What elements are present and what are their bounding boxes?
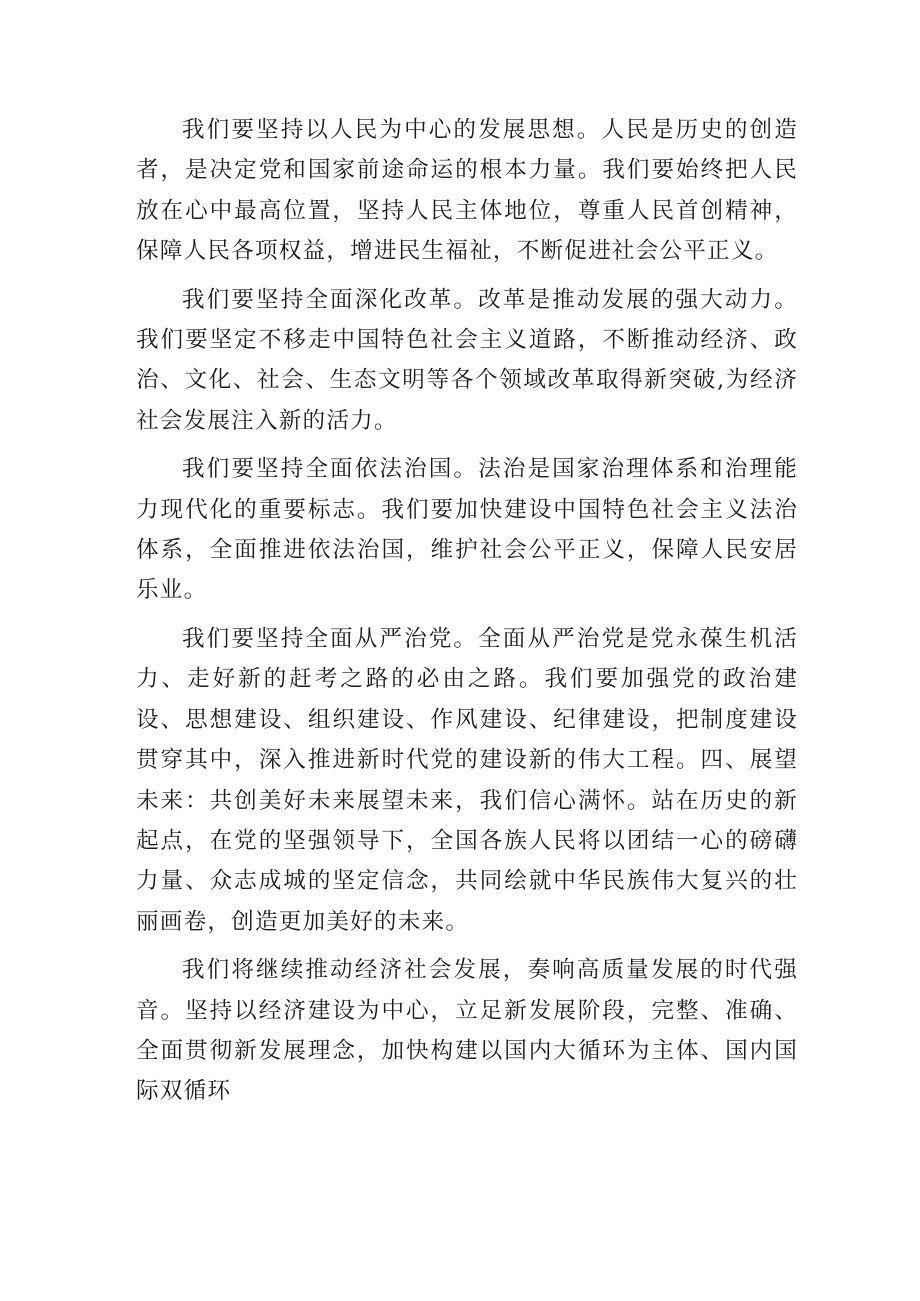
paragraph-party-governance: 我们要坚持全面从严治党。全面从严治党是党永葆生机活力、走好新的赶考之路的必由之路。我们要加强党的政治建设、思想建设、组织建设、作风建设、纪律建设，把制度建设贯穿其中，深入推进新时代党的建设新的伟大工程。四、展望未来：共创美好未来展望未来，我们信心满怀。站在历史的新起点，在党的坚强领导下，全国各族人民将以团结一心的磅礴力量、众志成城的坚定信念，共同绘就中华民族伟大复兴的壮丽画卷，创造更加美好的未来。 xyxy=(136,625,798,935)
document-body xyxy=(136,110,798,1120)
paragraph-economic-development: 我们将继续推动经济社会发展，奏响高质量发展的时代强音。坚持以经济建设为中心，立足新发展阶段，完整、准确、全面贯彻新发展理念，加快构建以国内大循环为主体、国内国际双循环 xyxy=(136,957,798,1105)
paragraph-people-centered: 我们要坚持以人民为中心的发展思想。人民是历史的创造者，是决定党和国家前途命运的根本力量。我们要始终把人民放在心中最高位置，坚持人民主体地位，尊重人民首创精神，保障人民各项权益，增进民生福祉，不断促进社会公平正义。 xyxy=(136,117,798,265)
paragraph-deepen-reform: 我们要坚持全面深化改革。改革是推动发展的强大动力。我们要坚定不移走中国特色社会主义道路，不断推动经济、政治、文化、社会、生态文明等各个领域改革取得新突破,为经济社会发展注入新的活力。 xyxy=(136,286,798,434)
paragraph-rule-of-law: 我们要坚持全面依法治国。法治是国家治理体系和治理能力现代化的重要标志。我们要加快建设中国特色社会主义法治体系，全面推进依法治国，维护社会公平正义，保障人民安居乐业。 xyxy=(136,456,798,604)
